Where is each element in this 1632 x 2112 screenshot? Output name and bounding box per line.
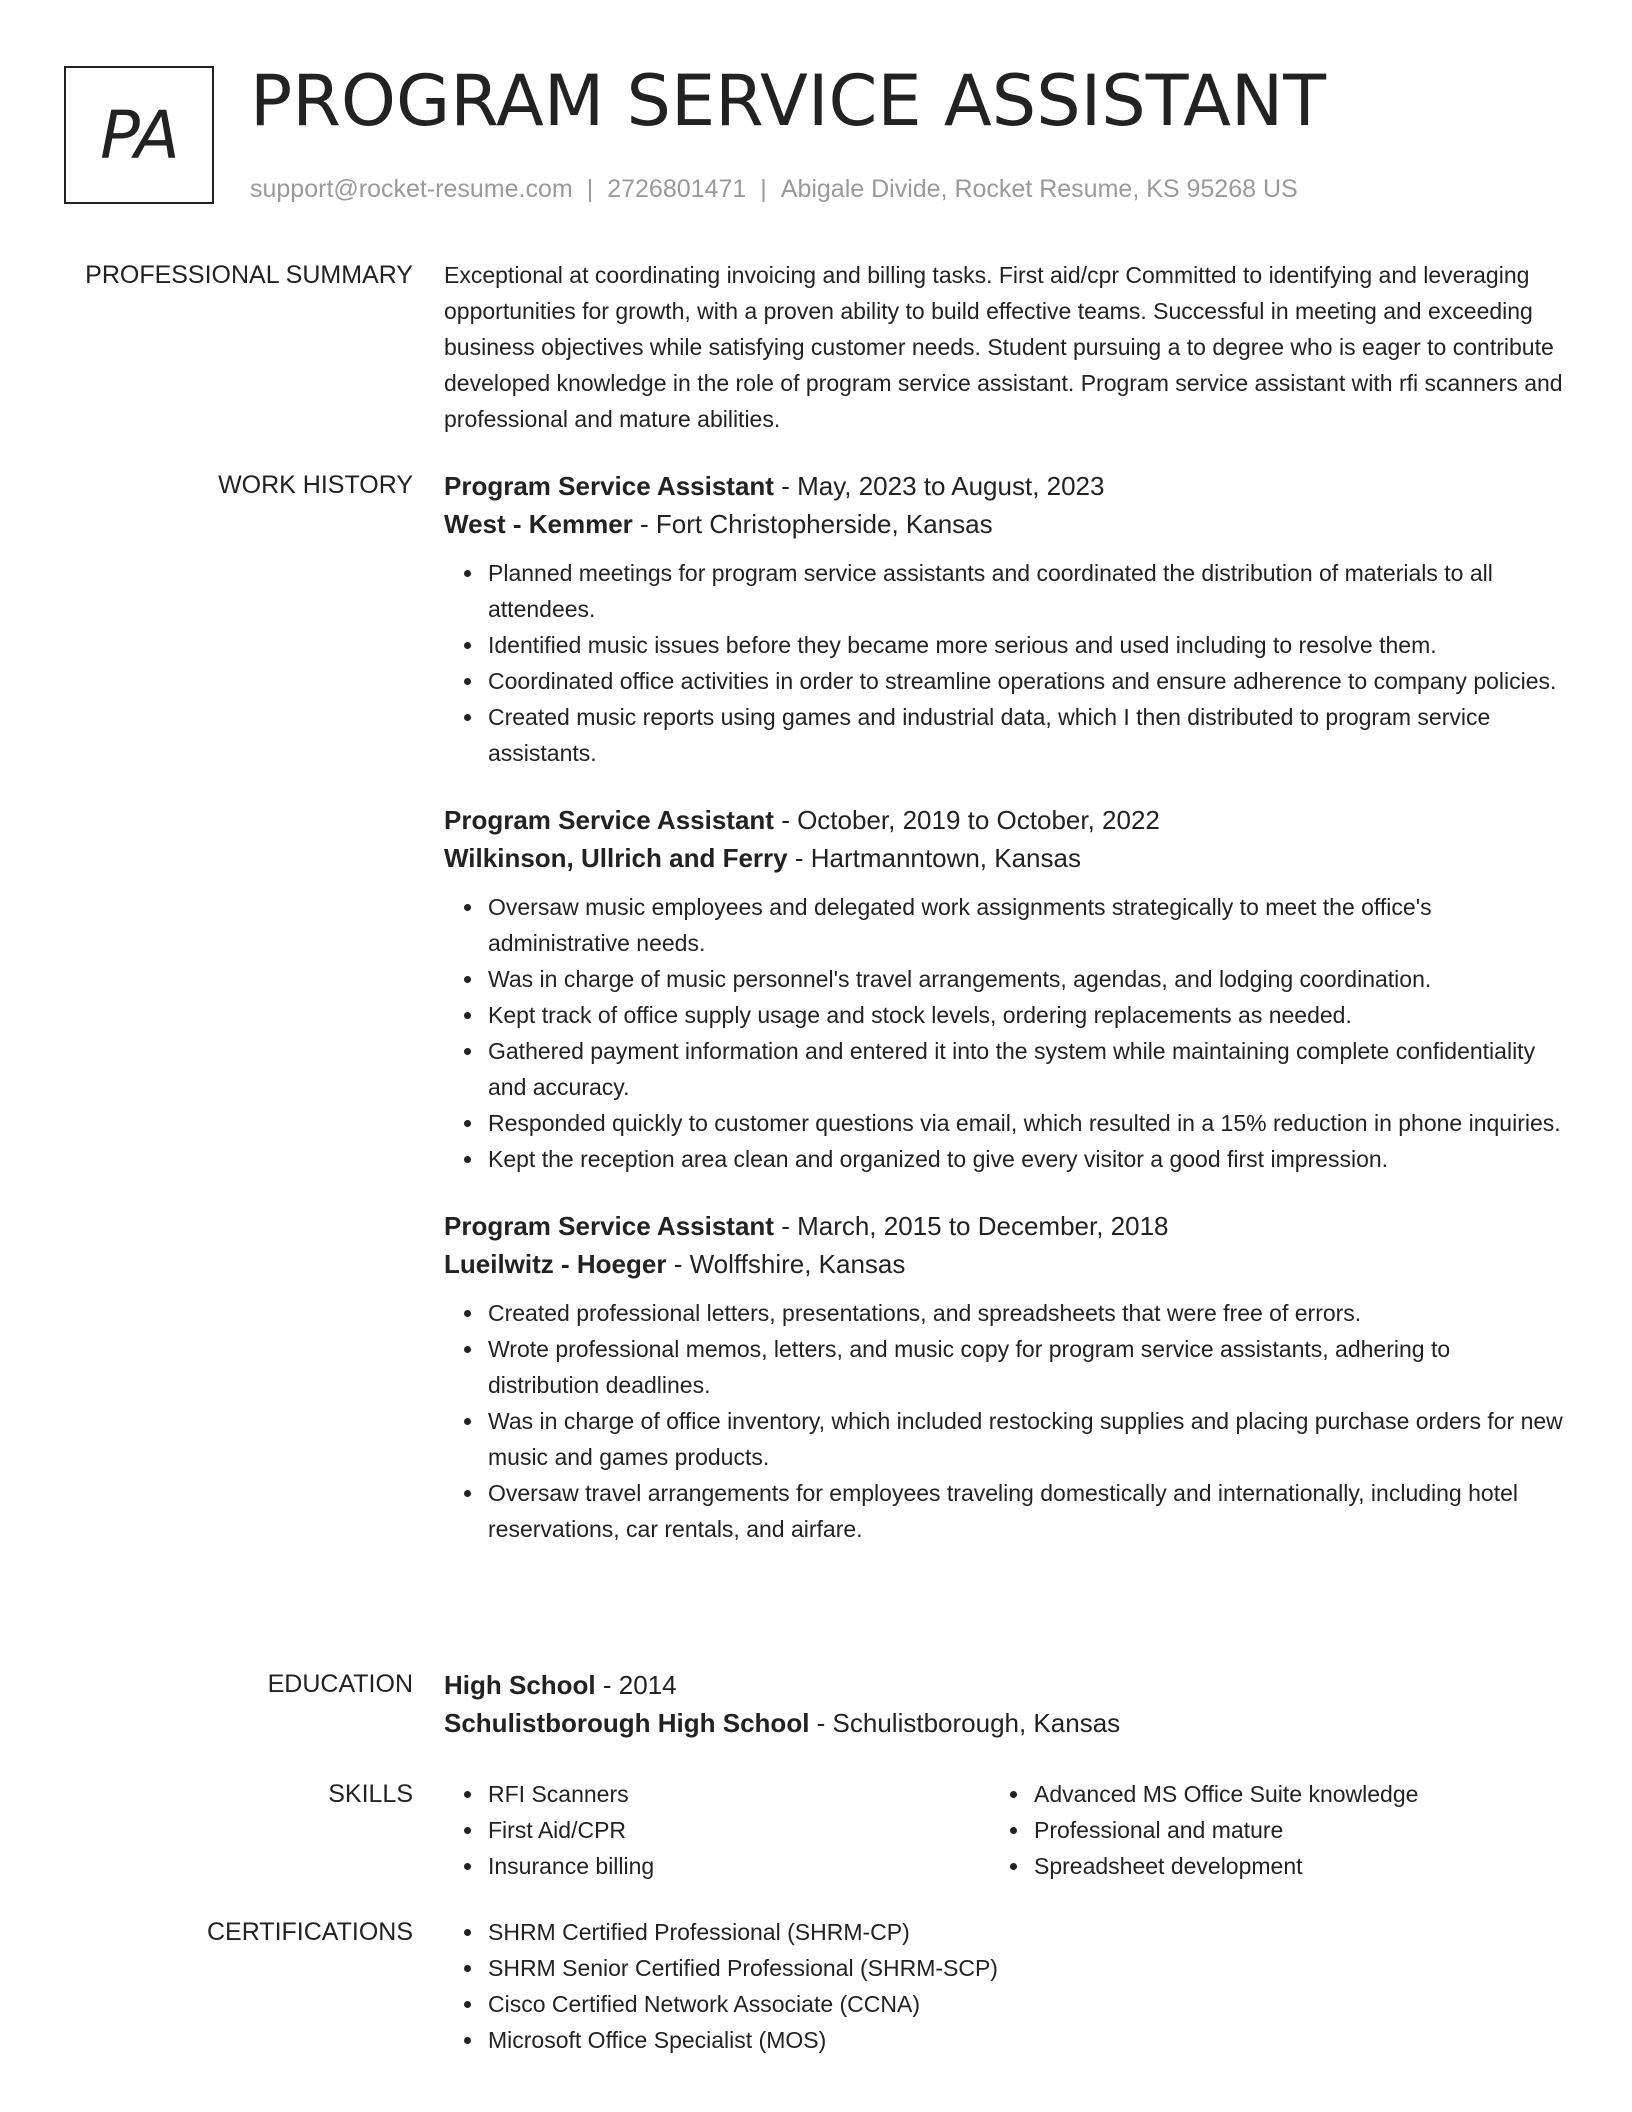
list-item: Was in charge of music personnel's travel arrangements, agendas, and lodging coordination. [488, 961, 1564, 997]
list-item: Spreadsheet development [1034, 1848, 1564, 1884]
job-company-line [444, 505, 1564, 543]
education-year: - 2014 [595, 1670, 677, 1700]
list-item: Oversaw music employees and delegated work assignments strategically to meet the office's administrative needs. [488, 889, 1564, 961]
skills-list [444, 1776, 990, 1884]
section-body [444, 257, 1564, 437]
job-title: Program Service Assistant [444, 471, 774, 501]
education-school-line [444, 1704, 1564, 1742]
list-item: Kept the reception area clean and organized to give every visitor a good first impression. [488, 1141, 1564, 1177]
education-degree-line [444, 1666, 1564, 1704]
job-title-line [444, 1207, 1564, 1245]
section-body [444, 1914, 1564, 2058]
skills-list [990, 1776, 1564, 1884]
list-item: Kept track of office supply usage and stock levels, ordering replacements as needed. [488, 997, 1564, 1033]
job-entry [444, 467, 1564, 771]
education-degree: High School [444, 1670, 596, 1700]
list-item: Wrote professional memos, letters, and music copy for program service assistants, adhering to distribution deadlines. [488, 1331, 1564, 1403]
skills-column [444, 1776, 990, 1884]
list-item: Microsoft Office Specialist (MOS) [488, 2022, 1564, 2058]
section-label: WORK HISTORY [218, 471, 413, 499]
list-item: Coordinated office activities in order to streamline operations and ensure adherence to company policies. [488, 663, 1564, 699]
summary-text: Exceptional at coordinating invoicing and billing tasks. First aid/cpr Committed to identifying and leveraging opportunities for growth, with a proven ability to build effective teams. Successful in meeting and exceeding business objectives while satisfying customer needs. Student pursuing a to degree who is eager to contribute developed knowledge in the role of program service assistant. Program service assistant with rfi scanners and professional and mature abilities. [444, 262, 1563, 432]
job-dates: - May, 2023 to August, 2023 [773, 471, 1105, 501]
job-location: - Wolffshire, Kansas [666, 1249, 906, 1279]
list-item: Created professional letters, presentations, and spreadsheets that were free of errors. [488, 1295, 1564, 1331]
job-company: West - Kemmer [444, 509, 633, 539]
job-title-line [444, 467, 1564, 505]
list-item: First Aid/CPR [488, 1812, 990, 1848]
section-body [444, 1666, 1564, 1742]
contact-address: Abigale Divide, Rocket Resume, KS 95268 US [780, 175, 1298, 203]
job-company: Lueilwitz - Hoeger [444, 1249, 667, 1279]
skills-grid [444, 1776, 1564, 1884]
list-item: RFI Scanners [488, 1776, 990, 1812]
list-item: Cisco Certified Network Associate (CCNA) [488, 1986, 1564, 2022]
job-title-line [444, 801, 1564, 839]
list-item: Oversaw travel arrangements for employees traveling domestically and internationally, including hotel reservations, car rentals, and airfare. [488, 1475, 1564, 1547]
job-company-line [444, 1245, 1564, 1283]
contact-separator: | [760, 175, 767, 203]
skills-column [990, 1776, 1564, 1884]
certifications-list [444, 1914, 1564, 2058]
job-entry [444, 801, 1564, 1177]
education-location: - Schulistborough, Kansas [809, 1708, 1121, 1738]
list-item: Identified music issues before they became more serious and used including to resolve them. [488, 627, 1564, 663]
monogram-logo [64, 66, 214, 204]
job-entry [444, 1207, 1564, 1547]
job-dates: - October, 2019 to October, 2022 [773, 805, 1160, 835]
job-title: Program Service Assistant [444, 1211, 774, 1241]
list-item: Created music reports using games and industrial data, which I then distributed to program service assistants. [488, 699, 1564, 771]
section-label: EDUCATION [267, 1670, 413, 1698]
section-label: PROFESSIONAL SUMMARY [85, 261, 413, 289]
job-bullets [444, 1295, 1564, 1547]
contact-separator: | [586, 175, 594, 203]
job-location: - Hartmanntown, Kansas [787, 843, 1081, 873]
job-location: - Fort Christopherside, Kansas [632, 509, 993, 539]
job-title: Program Service Assistant [444, 805, 774, 835]
job-company-line [444, 839, 1564, 877]
section-body [444, 467, 1564, 1577]
job-company: Wilkinson, Ullrich and Ferry [444, 843, 788, 873]
page-title: PROGRAM SERVICE ASSISTANT [250, 60, 1327, 142]
contact-phone: 2726801471 [607, 175, 747, 203]
list-item: Insurance billing [488, 1848, 990, 1884]
list-item: Was in charge of office inventory, which included restocking supplies and placing purchase orders for new music and games products. [488, 1403, 1564, 1475]
list-item: SHRM Certified Professional (SHRM-CP) [488, 1914, 1564, 1950]
job-bullets [444, 889, 1564, 1177]
list-item: Planned meetings for program service assistants and coordinated the distribution of materials to all attendees. [488, 555, 1564, 627]
list-item: Gathered payment information and entered it into the system while maintaining complete confidentiality and accuracy. [488, 1033, 1564, 1105]
section-label: SKILLS [328, 1780, 413, 1808]
job-bullets [444, 555, 1564, 771]
contact-line [250, 173, 1298, 205]
monogram-initials: PA [100, 96, 178, 174]
list-item: Advanced MS Office Suite knowledge [1034, 1776, 1564, 1812]
list-item: SHRM Senior Certified Professional (SHRM-SCP) [488, 1950, 1564, 1986]
job-dates: - March, 2015 to December, 2018 [773, 1211, 1169, 1241]
contact-email: support@rocket-resume.com [250, 175, 573, 203]
list-item: Professional and mature [1034, 1812, 1564, 1848]
list-item: Responded quickly to customer questions via email, which resulted in a 15% reduction in phone inquiries. [488, 1105, 1564, 1141]
section-label: CERTIFICATIONS [206, 1918, 413, 1946]
education-school: Schulistborough High School [444, 1708, 810, 1738]
